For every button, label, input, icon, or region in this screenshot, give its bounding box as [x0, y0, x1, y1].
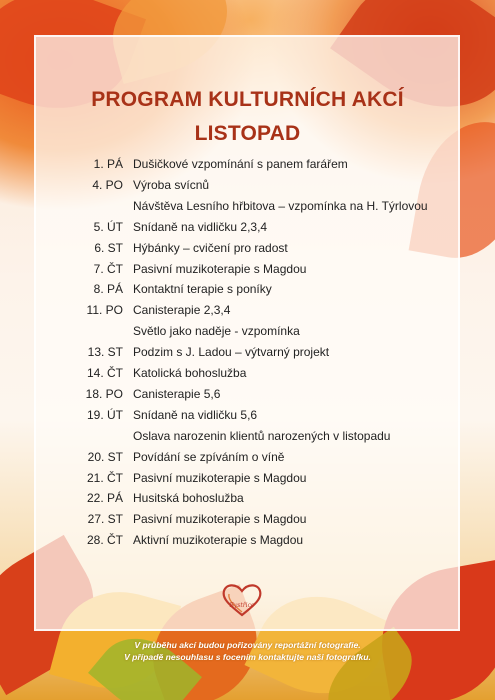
event-row	[0, 512, 495, 532]
event-row	[0, 178, 495, 198]
logo-text: Bystřice	[229, 602, 255, 609]
event-date: 27. ST	[87, 512, 123, 527]
event-date: 7. ČT	[93, 261, 123, 276]
event-date: 11. PO	[86, 303, 123, 318]
event-row	[0, 450, 495, 470]
event-row	[0, 157, 495, 177]
event-row	[0, 533, 495, 553]
event-description: Světlo jako naděje - vzpomínka	[133, 324, 300, 339]
event-row	[0, 241, 495, 261]
page-subtitle: LISTOPAD	[194, 122, 301, 145]
event-date: 19. ÚT	[86, 407, 123, 422]
event-date: 28. ČT	[86, 533, 123, 548]
event-row	[0, 471, 495, 491]
event-description: Výroba svícnů	[133, 177, 210, 192]
event-date: 20. ST	[87, 449, 123, 464]
event-row	[0, 429, 495, 449]
event-description: Katolická bohoslužba	[133, 366, 247, 380]
event-row	[0, 491, 495, 511]
event-description: Snídaně na vidličku 2,3,4	[133, 219, 268, 234]
event-description: Oslava narozenin klientů narozených v listopadu	[133, 428, 391, 443]
heart-logo-svg	[218, 582, 266, 618]
event-row	[0, 220, 495, 240]
event-date: 14. ČT	[86, 366, 123, 380]
event-date: 1. PÁ	[93, 157, 123, 171]
event-row	[0, 345, 495, 365]
event-description: Dušičkové vzpomínání s panem farářem	[133, 157, 348, 171]
event-description: Podzim s J. Ladou – výtvarný projekt	[133, 345, 330, 360]
event-description: Husitská bohoslužba	[133, 491, 244, 506]
event-description: Aktivní muzikoterapie s Magdou	[133, 533, 304, 548]
event-date: 13. ST	[87, 345, 123, 360]
event-row	[0, 324, 495, 344]
event-row	[0, 408, 495, 428]
event-description: Pasivní muzikoterapie s Magdou	[133, 470, 307, 485]
event-date: 4. PO	[92, 177, 123, 192]
event-description: Kontaktní terapie s poníky	[133, 282, 272, 297]
event-row	[0, 199, 495, 219]
event-row	[0, 262, 495, 282]
event-date: 5. ÚT	[93, 219, 123, 234]
event-description: Pasivní muzikoterapie s Magdou	[133, 512, 307, 527]
event-row	[0, 303, 495, 323]
heart-logo-icon	[218, 582, 266, 622]
photo-note-line1: V průběhu akcí budou pořizovány reportážní fotografie.	[134, 640, 361, 650]
event-date: 8. PÁ	[93, 282, 123, 297]
event-description: Pasivní muzikoterapie s Magdou	[133, 261, 307, 276]
event-row	[0, 366, 495, 386]
event-date: 18. PO	[85, 386, 123, 401]
event-description: Snídaně na vidličku 5,6	[133, 407, 258, 422]
page-title: PROGRAM KULTURNÍCH AKCÍ	[91, 88, 404, 111]
event-description: Canisterapie 5,6	[133, 386, 221, 401]
event-row	[0, 387, 495, 407]
event-description: Návštěva Lesního hřbitova – vzpomínka na H. Týrlovou	[133, 198, 428, 213]
event-description: Hýbánky – cvičení pro radost	[133, 240, 288, 255]
event-description: Canisterapie 2,3,4	[133, 303, 231, 318]
event-date: 21. ČT	[86, 470, 123, 485]
event-description: Povídání se zpíváním o víně	[133, 449, 285, 464]
photo-note-line2: V případě nesouhlasu s focením kontaktujte naši fotografku.	[124, 652, 371, 662]
event-row	[0, 282, 495, 302]
event-date: 6. ST	[94, 240, 123, 255]
event-date: 22. PÁ	[86, 491, 123, 506]
